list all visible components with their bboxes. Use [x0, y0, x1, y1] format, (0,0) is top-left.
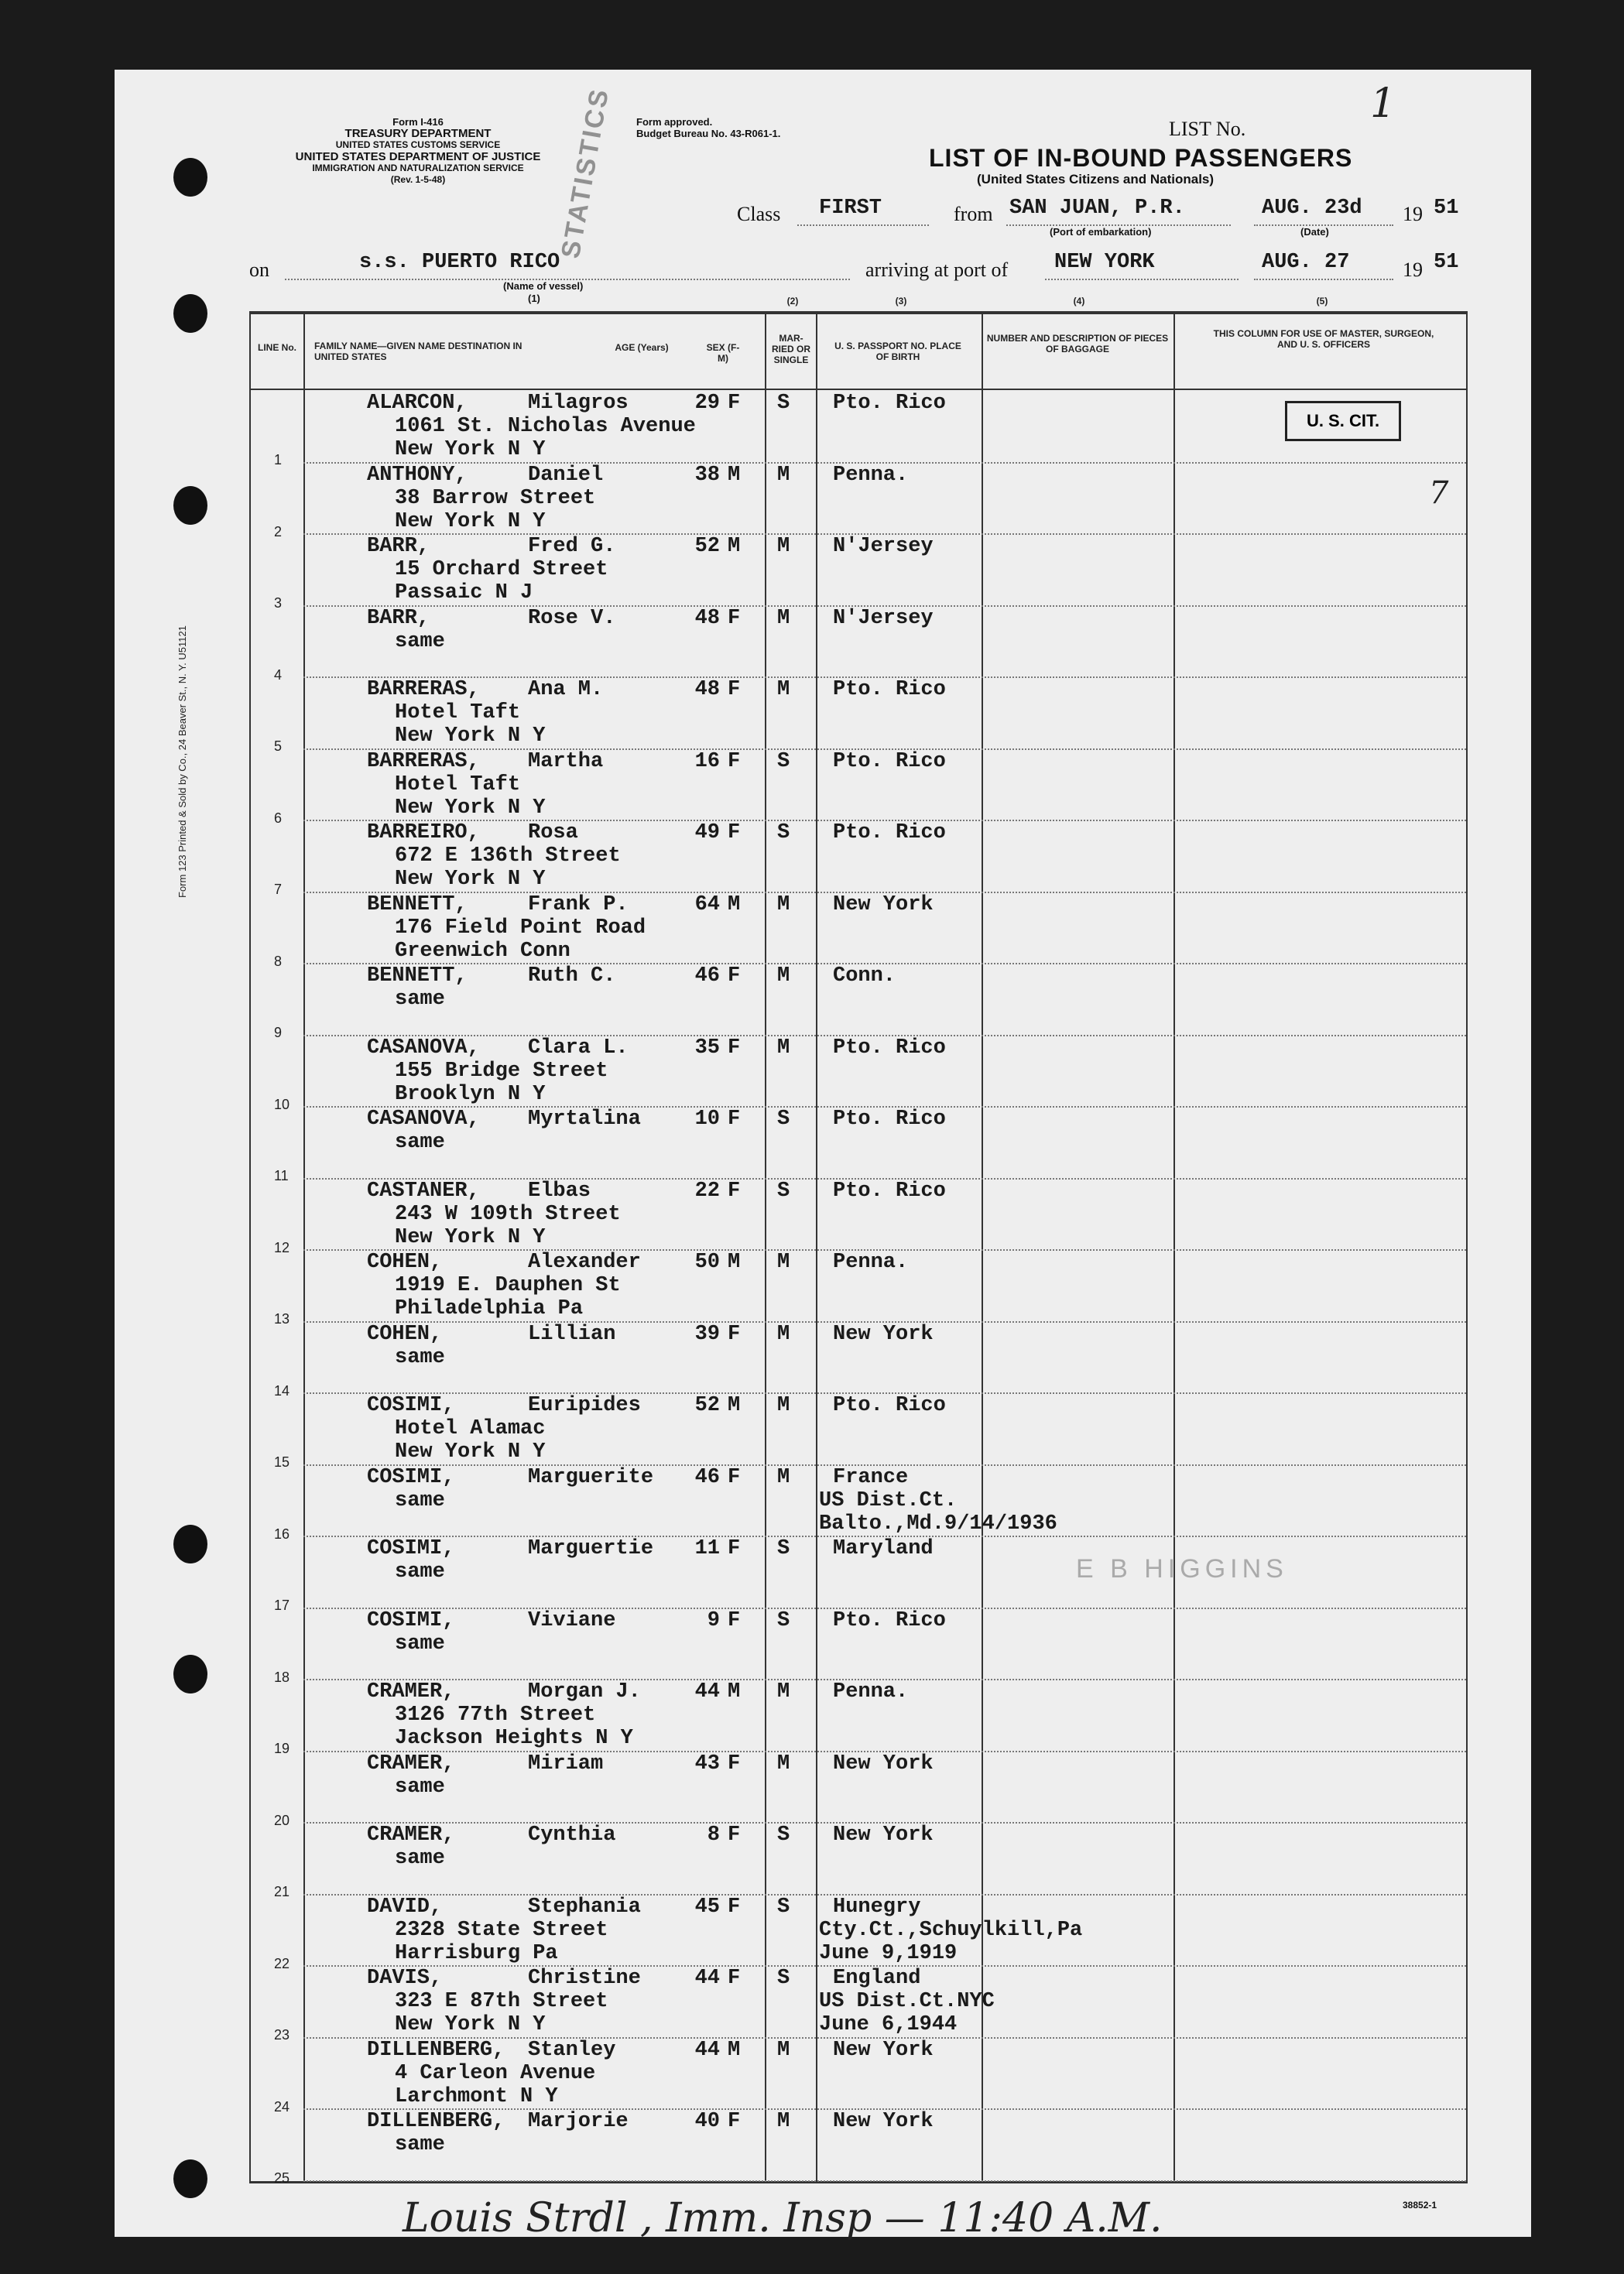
address-line-1: same: [395, 629, 445, 653]
family-name: COSIMI,: [367, 1537, 455, 1560]
age: 29: [694, 392, 720, 415]
col-header-name: FAMILY NAME—GIVEN NAME DESTINATION IN UNITED STATES: [314, 341, 522, 362]
marital-status: S: [777, 1967, 790, 1990]
sex: F: [728, 1537, 741, 1560]
address-line-1: 15 Orchard Street: [395, 558, 608, 581]
address-line-1: 176 Field Point Road: [395, 916, 646, 940]
line-number: 5: [274, 738, 283, 754]
from-caption: (Port of embarkation): [1050, 226, 1152, 238]
marital-status: M: [777, 463, 790, 487]
given-name: Stanley: [528, 2038, 616, 2062]
sex: M: [728, 1680, 741, 1704]
line-number: 25: [274, 2170, 290, 2186]
col-header-married: MAR-RIED OR SINGLE: [771, 333, 810, 365]
arrival-year: 51: [1434, 251, 1459, 274]
table-border: [1466, 311, 1468, 2183]
age: 52: [694, 535, 720, 558]
family-name: BENNETT,: [367, 964, 468, 988]
address-line-1: same: [395, 1488, 445, 1512]
line-number: 18: [274, 1669, 290, 1685]
line-number: 1: [274, 452, 283, 467]
marital-status: M: [777, 678, 790, 701]
address-line-2: Philadelphia Pa: [395, 1297, 584, 1320]
faded-stamp: E B HIGGINS: [1076, 1554, 1288, 1584]
given-name: Marguertie: [528, 1537, 654, 1560]
margin-mark: 7: [1429, 475, 1449, 511]
age: 43: [694, 1752, 720, 1776]
marital-status: M: [777, 964, 790, 988]
age: 16: [694, 749, 720, 773]
sex: M: [728, 1394, 741, 1417]
address-line-2: Passaic N J: [395, 581, 533, 604]
col-num-3: (3): [895, 296, 907, 307]
form-number: Form I-416 TREASURY DEPARTMENT UNITED STATES CUSTOMS SERVICE UNITED STATES DEPARTMENT OF JUSTICE IMMIGRATION AND NATURALIZATION SERVICE (Rev. 1-5-48): [295, 116, 541, 185]
age: 48: [694, 606, 720, 630]
line-number: 20: [274, 1812, 290, 1828]
family-name: BENNETT,: [367, 892, 468, 916]
sex: M: [728, 535, 741, 558]
class-label: Class: [737, 203, 781, 225]
form-approved: Form approved. Budget Bureau No. 43-R061-1.: [636, 116, 781, 139]
place-of-birth: New York: [833, 892, 934, 916]
table-top-rule: [249, 311, 1468, 314]
sex: F: [728, 678, 741, 701]
family-name: DAVIS,: [367, 1967, 443, 1990]
age: 49: [694, 821, 720, 844]
address-line-1: same: [395, 1847, 445, 1870]
col-header-passport: U. S. PASSPORT NO. PLACE OF BIRTH: [834, 341, 961, 362]
marital-status: M: [777, 1251, 790, 1274]
age: 46: [694, 964, 720, 988]
family-name: BARRERAS,: [367, 749, 480, 773]
punch-hole: [173, 486, 207, 525]
address-line-1: 3126 77th Street: [395, 1704, 596, 1727]
from-label: from: [954, 203, 993, 225]
age: 44: [694, 1967, 720, 1990]
family-name: CASANOVA,: [367, 1036, 480, 1060]
arrival-year-prefix: 19: [1403, 259, 1423, 281]
given-name: Myrtalina: [528, 1108, 641, 1131]
age: 9: [707, 1608, 720, 1632]
place-of-birth: N'Jersey: [833, 606, 934, 630]
place-of-birth: N'Jersey: [833, 535, 934, 558]
age: 38: [694, 463, 720, 487]
age: 8: [707, 1824, 720, 1847]
marital-status: M: [777, 1465, 790, 1489]
family-name: COSIMI,: [367, 1608, 455, 1632]
vessel-caption: (Name of vessel): [503, 280, 584, 292]
address-line-1: same: [395, 1560, 445, 1584]
place-of-birth: Pto. Rico: [833, 749, 946, 773]
naturalization-date: June 9,1919: [819, 1941, 958, 1965]
family-name: ALARCON,: [367, 392, 468, 415]
marital-status: M: [777, 1752, 790, 1776]
address-line-1: 4 Carleon Avenue: [395, 2061, 596, 2085]
place-of-birth: Pto. Rico: [833, 1179, 946, 1203]
marital-status: M: [777, 2110, 790, 2133]
place-of-birth: Penna.: [833, 1251, 909, 1274]
sex: M: [728, 892, 741, 916]
line-number: 2: [274, 523, 283, 539]
line-number: 13: [274, 1311, 290, 1327]
address-line-1: 155 Bridge Street: [395, 1059, 608, 1083]
place-of-birth: Penna.: [833, 463, 909, 487]
naturalization-date: Balto.,Md.9/14/1936: [819, 1512, 1057, 1536]
place-of-birth: Pto. Rico: [833, 821, 946, 844]
place-of-birth: France: [833, 1465, 909, 1489]
col-num-2: (2): [786, 296, 799, 307]
address-line-2: New York N Y: [395, 796, 546, 820]
inspector-signature: Louis Strdl , Imm. Insp — 11:40 A.M.: [403, 2195, 1163, 2241]
place-of-birth: Pto. Rico: [833, 1394, 946, 1417]
family-name: COHEN,: [367, 1322, 443, 1346]
place-of-birth: New York: [833, 2110, 934, 2133]
given-name: Milagros: [528, 392, 629, 415]
vessel-num: (1): [528, 293, 540, 304]
family-name: BARR,: [367, 606, 430, 630]
sex: M: [728, 463, 741, 487]
place-of-birth: Pto. Rico: [833, 392, 946, 415]
place-of-birth: Maryland: [833, 1537, 934, 1560]
marital-status: S: [777, 821, 790, 844]
address-line-1: Hotel Taft: [395, 772, 521, 796]
arrival-port: NEW YORK: [1054, 251, 1155, 274]
given-name: Frank P.: [528, 892, 629, 916]
place-of-birth: Penna.: [833, 1680, 909, 1704]
family-name: COSIMI,: [367, 1394, 455, 1417]
sex: F: [728, 1179, 741, 1203]
given-name: Morgan J.: [528, 1680, 641, 1704]
col-divider: [303, 311, 305, 2183]
age: 64: [694, 892, 720, 916]
marital-status: M: [777, 892, 790, 916]
age: 11: [694, 1537, 720, 1560]
line-number: 10: [274, 1096, 290, 1112]
given-name: Martha: [528, 749, 604, 773]
address-line-2: New York N Y: [395, 1440, 546, 1464]
col-header-baggage: NUMBER AND DESCRIPTION OF PIECES OF BAGGAGE: [986, 333, 1169, 354]
punch-hole: [173, 1525, 207, 1563]
sex: F: [728, 1824, 741, 1847]
given-name: Marguerite: [528, 1465, 654, 1489]
given-name: Viviane: [528, 1608, 616, 1632]
marital-status: M: [777, 606, 790, 630]
given-name: Lillian: [528, 1322, 616, 1346]
line-number: 7: [274, 882, 283, 897]
col-header-age: AGE (Years): [615, 342, 669, 353]
line-number: 17: [274, 1598, 290, 1613]
line-number: 14: [274, 1382, 290, 1399]
class-dotline: [797, 224, 929, 226]
address-line-1: 1919 E. Dauphen St: [395, 1274, 621, 1297]
age: 39: [694, 1322, 720, 1346]
line-number: 4: [274, 666, 283, 683]
marital-status: M: [777, 1680, 790, 1704]
sex: F: [728, 392, 741, 415]
sex: F: [728, 2110, 741, 2133]
from-value: SAN JUAN, P.R.: [1009, 197, 1185, 220]
vessel-name: s.s. PUERTO RICO: [359, 251, 560, 274]
given-name: Cynthia: [528, 1824, 616, 1847]
naturalization-court: US Dist.Ct.: [819, 1488, 958, 1512]
given-name: Fred G.: [528, 535, 616, 558]
marital-status: S: [777, 1179, 790, 1203]
marital-status: S: [777, 1608, 790, 1632]
given-name: Stephania: [528, 1895, 641, 1919]
place-of-birth: Hunegry: [833, 1895, 921, 1919]
address-line-1: 2328 State Street: [395, 1918, 608, 1942]
naturalization-date: June 6,1944: [819, 2013, 958, 2036]
sex: F: [728, 1322, 741, 1346]
table-header-rule: [249, 389, 1468, 390]
on-label: on: [249, 259, 269, 281]
col-divider: [765, 311, 766, 2183]
age: 52: [694, 1394, 720, 1417]
place-of-birth: New York: [833, 1322, 934, 1346]
col-divider: [982, 311, 983, 2183]
address-line-1: same: [395, 1345, 445, 1369]
sex: F: [728, 964, 741, 988]
address-line-2: Harrisburg Pa: [395, 1941, 558, 1965]
age: 45: [694, 1895, 720, 1919]
col-header-sex: SEX (F-M): [706, 342, 740, 364]
document-page: [115, 70, 1531, 2237]
age: 40: [694, 2110, 720, 2133]
address-line-2: New York N Y: [395, 2013, 546, 2036]
family-name: BARRERAS,: [367, 678, 480, 701]
family-name: CRAMER,: [367, 1680, 455, 1704]
family-name: DAVID,: [367, 1895, 443, 1919]
document-subtitle: (United States Citizens and Nationals): [977, 172, 1215, 187]
list-no-label: LIST No.: [1169, 118, 1246, 140]
printer-sidebar-text: Form 123 Printed & Sold by Co., 24 Beaver St., N. Y. U51121: [176, 625, 188, 898]
departure-date: AUG. 23d: [1262, 197, 1362, 220]
marital-status: S: [777, 1108, 790, 1131]
given-name: Christine: [528, 1967, 641, 1990]
sex: M: [728, 2038, 741, 2062]
year-prefix: 19: [1403, 203, 1423, 225]
address-line-2: New York N Y: [395, 1225, 546, 1249]
document-title: LIST OF IN-BOUND PASSENGERS: [929, 144, 1353, 172]
family-name: CRAMER,: [367, 1824, 455, 1847]
sex: M: [728, 1251, 741, 1274]
punch-hole: [173, 1655, 207, 1694]
address-line-2: Larchmont N Y: [395, 2084, 558, 2108]
col-num-5: (5): [1316, 296, 1328, 307]
family-name: CASANOVA,: [367, 1108, 480, 1131]
address-line-2: Jackson Heights N Y: [395, 1727, 633, 1750]
age: 35: [694, 1036, 720, 1060]
place-of-birth: Conn.: [833, 964, 896, 988]
given-name: Euripides: [528, 1394, 641, 1417]
line-number: 6: [274, 810, 283, 826]
address-line-1: 323 E 87th Street: [395, 1990, 608, 2013]
given-name: Alexander: [528, 1251, 641, 1274]
given-name: Rosa: [528, 821, 578, 844]
place-of-birth: England: [833, 1967, 921, 1990]
place-of-birth: Pto. Rico: [833, 1108, 946, 1131]
naturalization-court: Cty.Ct.,Schuylkill,Pa: [819, 1918, 1083, 1942]
naturalization-court: US Dist.Ct.NYC: [819, 1990, 995, 2013]
arriving-label: arriving at port of: [865, 259, 1009, 281]
marital-status: M: [777, 1322, 790, 1346]
family-name: ANTHONY,: [367, 463, 468, 487]
address-line-2: New York N Y: [395, 438, 546, 461]
given-name: Miriam: [528, 1752, 604, 1776]
place-of-birth: New York: [833, 1752, 934, 1776]
line-number: 11: [274, 1168, 289, 1183]
punch-hole: [173, 2159, 207, 2198]
us-citizen-stamp: U. S. CIT.: [1285, 401, 1401, 441]
arrival-dotline: [1254, 279, 1393, 280]
marital-status: S: [777, 392, 790, 415]
place-of-birth: Pto. Rico: [833, 1608, 946, 1632]
place-of-birth: Pto. Rico: [833, 1036, 946, 1060]
sex: F: [728, 1465, 741, 1489]
line-number: 22: [274, 1955, 290, 1971]
sex: F: [728, 1967, 741, 1990]
line-number: 19: [274, 1741, 290, 1756]
address-line-2: Brooklyn N Y: [395, 1082, 546, 1106]
line-number: 3: [274, 595, 283, 611]
arrival-date: AUG. 27: [1262, 251, 1350, 274]
list-no-value: 1: [1370, 80, 1396, 127]
marital-status: S: [777, 1824, 790, 1847]
footer-form-number: 38852-1: [1403, 2200, 1437, 2211]
line-number: 16: [274, 1526, 290, 1542]
line-number: 8: [274, 953, 283, 969]
sex: F: [728, 1895, 741, 1919]
marital-status: M: [777, 1394, 790, 1417]
address-line-1: 672 E 136th Street: [395, 844, 621, 868]
address-line-1: Hotel Taft: [395, 701, 521, 724]
punch-hole: [173, 294, 207, 333]
family-name: BARREIRO,: [367, 821, 480, 844]
address-line-2: New York N Y: [395, 868, 546, 891]
family-name: DILLENBERG,: [367, 2110, 505, 2133]
marital-status: M: [777, 1036, 790, 1060]
age: 44: [694, 1680, 720, 1704]
date-caption: (Date): [1300, 226, 1329, 238]
marital-status: M: [777, 2038, 790, 2062]
col-divider: [816, 311, 817, 2183]
age: 10: [694, 1108, 720, 1131]
sex: F: [728, 606, 741, 630]
address-line-1: 243 W 109th Street: [395, 1202, 621, 1226]
given-name: Elbas: [528, 1179, 591, 1203]
age: 44: [694, 2038, 720, 2062]
address-line-1: same: [395, 1775, 445, 1799]
given-name: Ruth C.: [528, 964, 616, 988]
marital-status: S: [777, 749, 790, 773]
address-line-1: same: [395, 1131, 445, 1154]
address-line-1: 38 Barrow Street: [395, 486, 596, 510]
statistics-stamp: STATISTICS: [556, 85, 615, 261]
family-name: CRAMER,: [367, 1752, 455, 1776]
place-of-birth: New York: [833, 1824, 934, 1847]
address-line-1: same: [395, 988, 445, 1011]
departure-year: 51: [1434, 197, 1459, 220]
line-number: 24: [274, 2098, 290, 2115]
given-name: Rose V.: [528, 606, 616, 630]
col-divider: [1173, 311, 1175, 2183]
family-name: COSIMI,: [367, 1465, 455, 1489]
marital-status: S: [777, 1895, 790, 1919]
marital-status: M: [777, 535, 790, 558]
family-name: BARR,: [367, 535, 430, 558]
marital-status: S: [777, 1537, 790, 1560]
address-line-2: New York N Y: [395, 724, 546, 748]
given-name: Marjorie: [528, 2110, 629, 2133]
line-number: 21: [274, 1884, 290, 1899]
line-number: 9: [274, 1025, 283, 1040]
given-name: Ana M.: [528, 678, 604, 701]
line-number: 23: [274, 2027, 290, 2043]
address-line-1: 1061 St. Nicholas Avenue: [395, 415, 696, 438]
punch-hole: [173, 158, 207, 197]
address-line-1: same: [395, 2133, 445, 2156]
line-number: 15: [274, 1454, 290, 1470]
line-number: 12: [274, 1239, 290, 1255]
row-divider: [303, 2180, 1466, 2182]
age: 50: [694, 1251, 720, 1274]
sex: F: [728, 1108, 741, 1131]
given-name: Clara L.: [528, 1036, 629, 1060]
family-name: CASTANER,: [367, 1179, 480, 1203]
age: 48: [694, 678, 720, 701]
port-dotline: [1045, 279, 1239, 280]
address-line-2: Greenwich Conn: [395, 939, 570, 963]
age: 46: [694, 1465, 720, 1489]
place-of-birth: New York: [833, 2038, 934, 2062]
sex: F: [728, 821, 741, 844]
sex: F: [728, 749, 741, 773]
table-border: [249, 311, 251, 2183]
age: 22: [694, 1179, 720, 1203]
sex: F: [728, 1036, 741, 1060]
place-of-birth: Pto. Rico: [833, 678, 946, 701]
col-header-officers: THIS COLUMN FOR USE OF MASTER, SURGEON, AND U. S. OFFICERS: [1213, 328, 1434, 350]
address-line-1: Hotel Alamac: [395, 1417, 546, 1440]
sex: F: [728, 1608, 741, 1632]
col-num-4: (4): [1073, 296, 1085, 307]
given-name: Daniel: [528, 463, 604, 487]
col-header-line-no: LINE No.: [258, 342, 296, 353]
sex: F: [728, 1752, 741, 1776]
family-name: COHEN,: [367, 1251, 443, 1274]
address-line-2: New York N Y: [395, 509, 546, 533]
family-name: DILLENBERG,: [367, 2038, 505, 2062]
address-line-1: same: [395, 1632, 445, 1656]
class-value: FIRST: [819, 197, 882, 220]
